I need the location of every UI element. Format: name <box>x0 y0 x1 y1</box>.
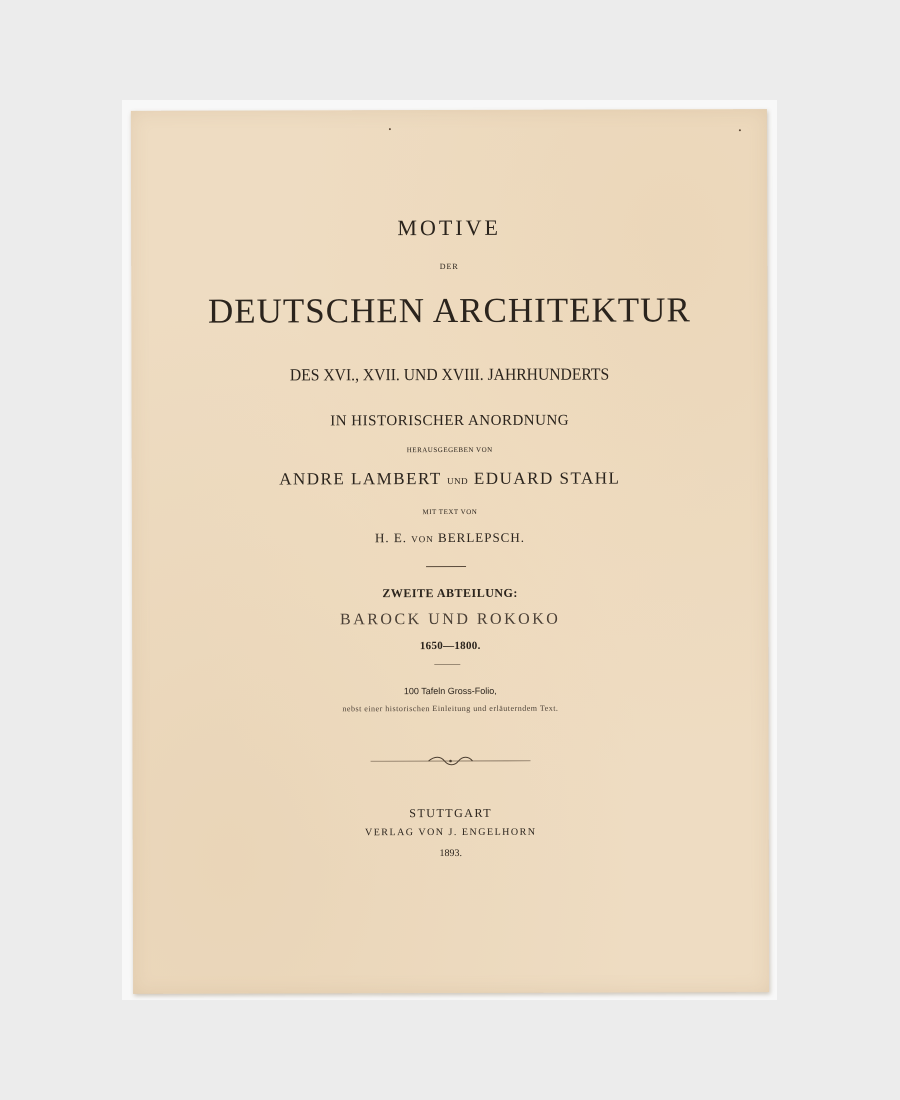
author-initials: H. E. <box>374 530 408 546</box>
century-subtitle: DES XVI., XVII. UND XVIII. JAHRHUNDERTS <box>289 364 610 385</box>
author-line <box>132 529 768 547</box>
publisher: VERLAG VON J. ENGELHORN <box>364 826 537 839</box>
arrangement-subtitle: IN HISTORISCHER ANORDNUNG <box>330 412 570 430</box>
title-page-sheet <box>131 109 769 994</box>
divider-rule-thin <box>434 664 460 665</box>
publication-year: 1893. <box>439 847 463 860</box>
title-der: DER <box>439 261 459 272</box>
main-title: DEUTSCHEN ARCHITEKTUR <box>207 290 691 331</box>
style-heading: BAROCK UND ROKOKO <box>339 610 561 629</box>
editor-name: ANDRE LAMBERT <box>279 469 442 489</box>
paper-speck <box>389 128 391 130</box>
text-author-intro: MIT TEXT VON <box>422 507 478 517</box>
ornament-flourish <box>371 756 531 766</box>
divider-rule <box>426 566 466 567</box>
period-years: 1650—1800. <box>419 639 481 653</box>
editors-line <box>132 468 768 490</box>
author-particle: VON <box>411 534 434 545</box>
plates-note: 100 Tafeln Gross-Folio, <box>403 685 497 697</box>
paper-speck <box>739 129 741 131</box>
section-heading: ZWEITE ABTEILUNG: <box>382 585 518 601</box>
editor-name: EDUARD STAHL <box>473 468 621 488</box>
title-motive: MOTIVE <box>397 214 501 241</box>
editor-intro: HERAUSGEGEBEN VON <box>406 445 493 455</box>
place-of-publication: STUTTGART <box>409 805 493 821</box>
author-name: BERLEPSCH. <box>438 529 525 546</box>
editor-conjunction: UND <box>447 475 469 487</box>
supplement-note: nebst einer historischen Einleitung und erläuterndem Text. <box>342 703 559 714</box>
